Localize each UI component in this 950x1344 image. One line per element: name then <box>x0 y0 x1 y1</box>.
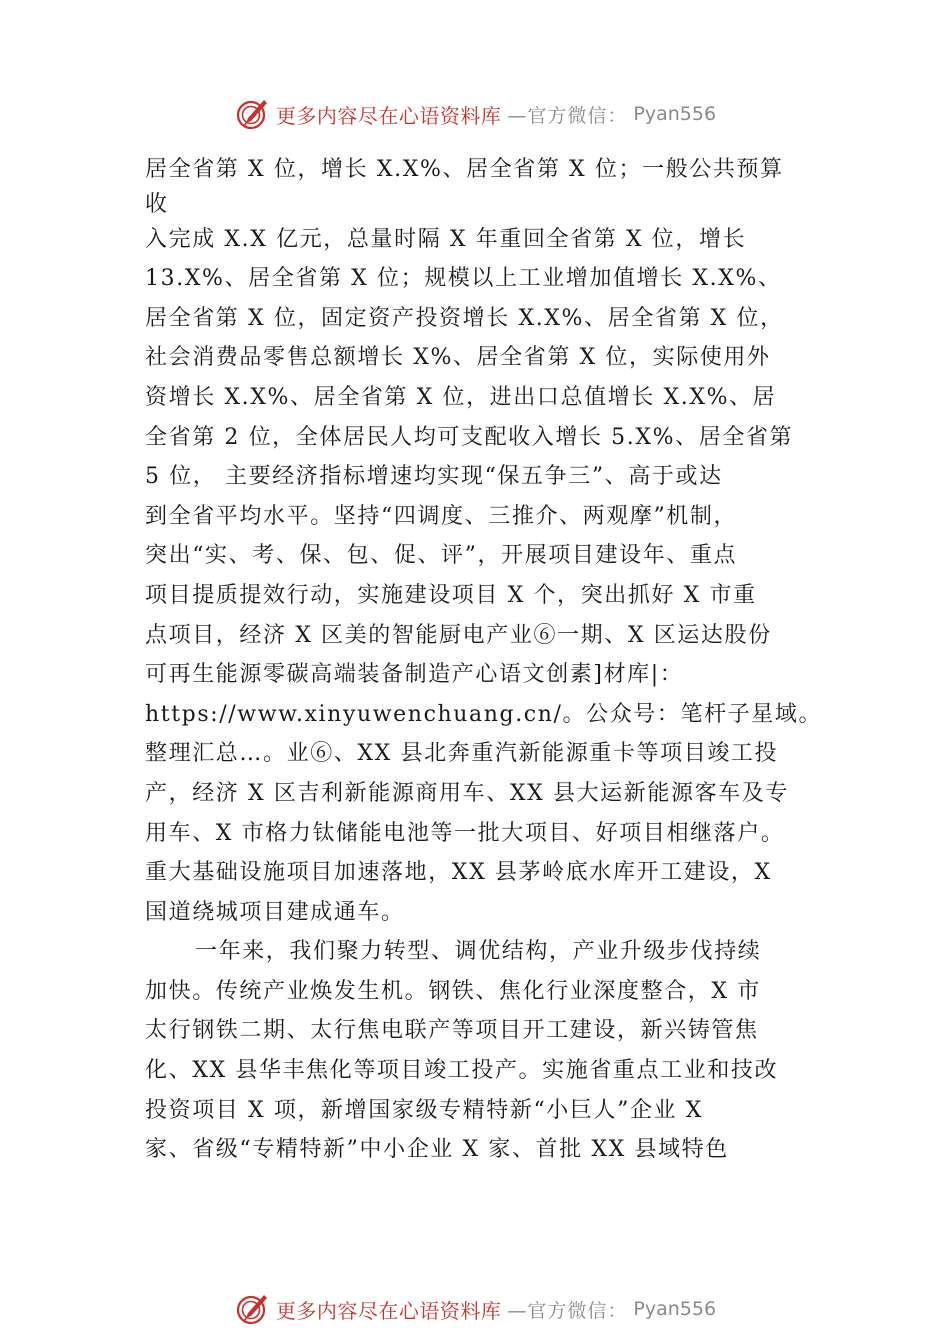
text-line: 国道绕城项目建成通车。 <box>145 899 405 925</box>
footer-watermark-banner <box>0 1289 950 1329</box>
banner-separator: —官方微信： <box>507 104 628 127</box>
pen-logo-icon <box>234 96 270 132</box>
pen-logo-icon <box>234 1291 270 1327</box>
text-line: 突出“实、考、保、包、促、评”，开展项目建设年、重点 <box>145 543 738 569</box>
document-body <box>145 150 845 1170</box>
banner-separator: —官方微信： <box>507 1299 628 1322</box>
banner-content <box>234 96 716 132</box>
text-line: 太行钢铁二期、太行焦电联产等项目开工建设，新兴铸管焦 <box>145 1018 759 1044</box>
text-line: 家、省级“专精特新”中小企业 X 家、首批 XX 县域特色 <box>145 1137 729 1163</box>
text-line: 到全省平均水平。坚持“四调度、三推介、两观摩”机制， <box>145 503 738 529</box>
text-line: 重大基础设施项目加速落地，XX 县茅岭底水库开工建设，X <box>145 860 772 886</box>
banner-account: Pyan556 <box>633 1298 717 1320</box>
banner-title: 更多内容尽在心语资料库 <box>275 103 502 128</box>
header-watermark-banner <box>0 94 950 134</box>
text-line: 5 位， 主要经济指标增速均实现“保五争三”、高于或达 <box>145 464 723 490</box>
banner-account: Pyan556 <box>633 103 717 125</box>
text-line: 投资项目 X 项，新增国家级专精特新“小巨人”企业 X <box>145 1097 703 1123</box>
text-line: 居全省第 X 位，固定资产投资增长 X.X%、居全省第 X 位， <box>145 305 784 331</box>
text-line: 整理汇总…。业⑥、XX 县北奔重汽新能源重卡等项目竣工投 <box>145 741 779 767</box>
text-line: 全省第 2 位，全体居民人均可支配收入增长 5.X%、居全省第 <box>145 424 794 450</box>
text-line: 可再生能源零碳高端装备制造产心语文创素]材库|： <box>145 662 684 688</box>
text-line: 居全省第 X 位，增长 X.X%、居全省第 X 位；一般公共预算 <box>145 157 784 182</box>
text-line: 产，经济 X 区吉利新能源商用车、XX 县大运新能源客车及专 <box>145 780 789 806</box>
text-line: 13.X%、居全省第 X 位；规模以上工业增加值增长 X.X%、 <box>145 266 782 292</box>
paragraph-start-line: 一年来，我们聚力转型、调优结构，产业升级步伐持续 <box>195 939 762 965</box>
text-line: 化、XX 县华丰焦化等项目竣工投产。实施省重点工业和技改 <box>145 1058 779 1084</box>
banner-title: 更多内容尽在心语资料库 <box>275 1298 502 1323</box>
text-line: 点项目，经济 X 区美的智能厨电产业⑥一期、X 区运达股份 <box>145 622 772 648</box>
text-line: 资增长 X.X%、居全省第 X 位，进出口总值增长 X.X%、居 <box>145 384 777 410</box>
banner-content <box>234 1291 716 1327</box>
text-line: 入完成 X.X 亿元，总量时隔 X 年重回全省第 X 位，增长 <box>145 226 747 252</box>
text-line: 加快。传统产业焕发生机。钢铁、焦化行业深度整合，X 市 <box>145 978 761 1004</box>
text-line: https://www.xinyuwenchuang.cn/。公众号：笔杆子星域。 <box>145 701 823 727</box>
text-line: 项目提质提效行动，实施建设项目 X 个，突出抓好 X 市重 <box>145 582 757 608</box>
text-line: 用车、X 市格力钛储能电池等一批大项目、好项目相继落户。 <box>145 820 785 846</box>
text-line: 收 <box>145 191 169 217</box>
text-line: 社会消费品零售总额增长 X%、居全省第 X 位，实际使用外 <box>145 345 771 371</box>
